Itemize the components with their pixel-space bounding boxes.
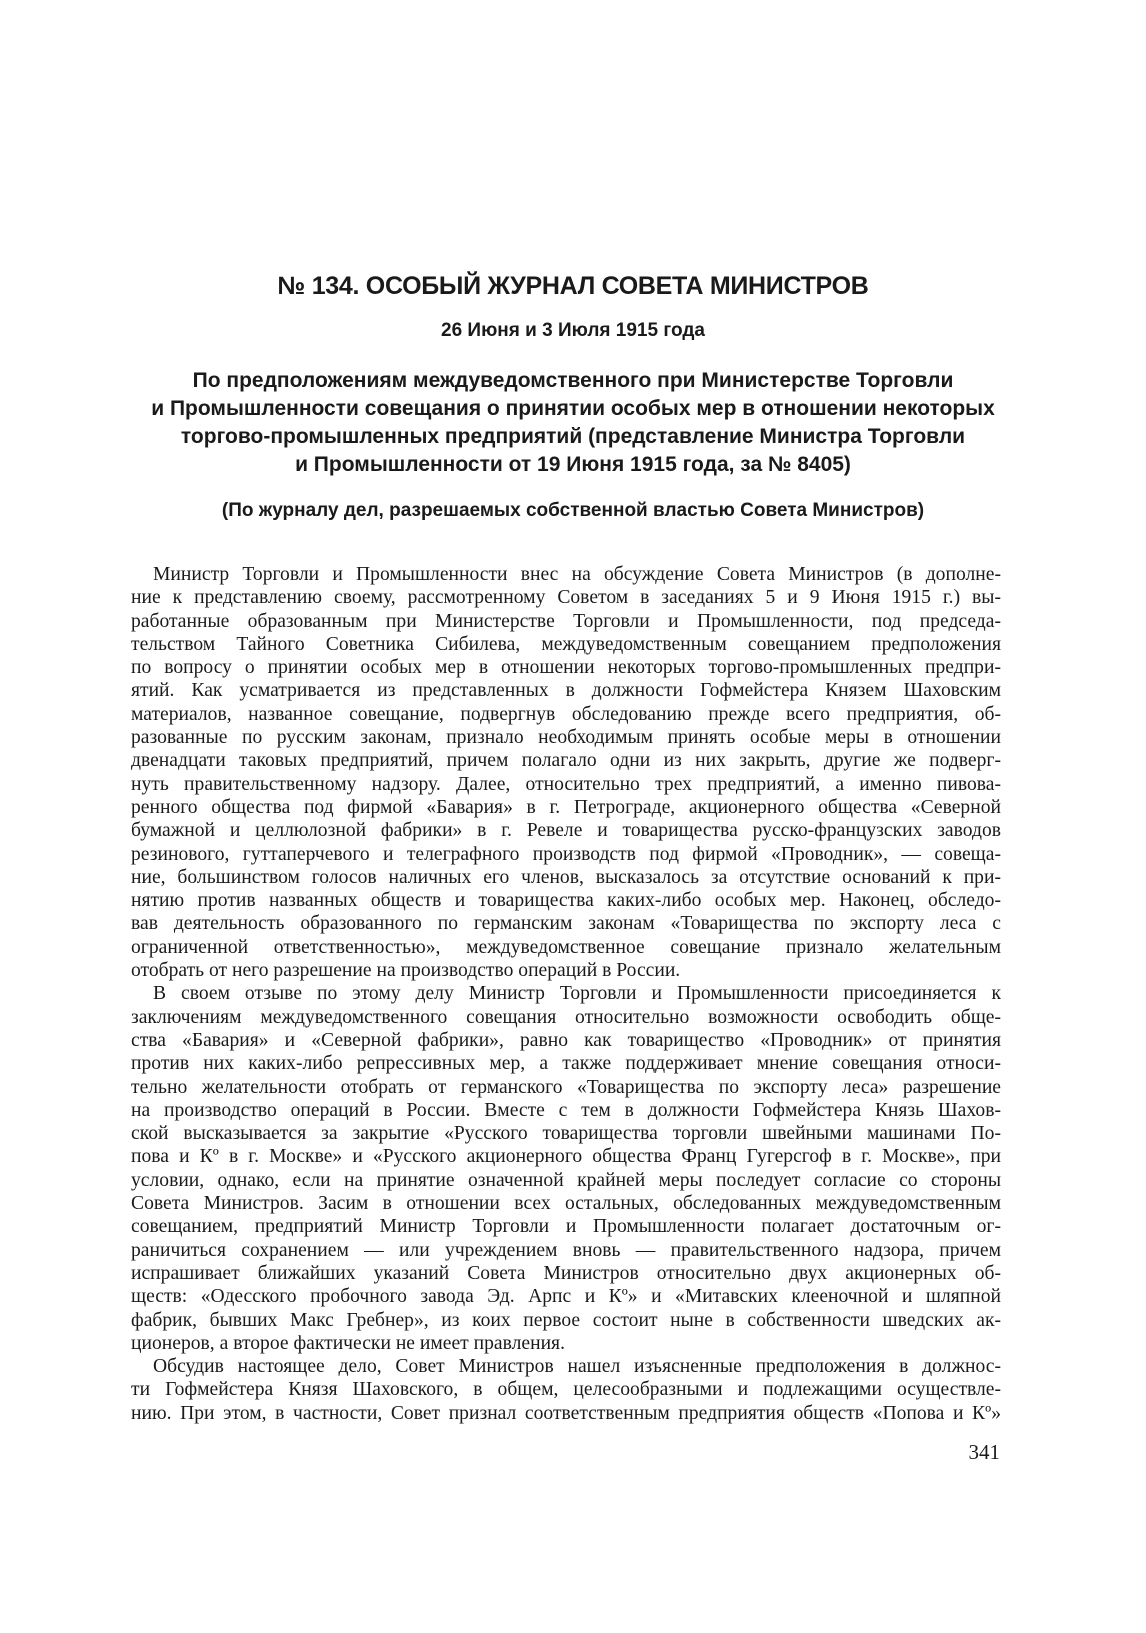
body-line: условии, однако, если на принятие означенной крайней меры последует согласие со стороны	[131, 1169, 1001, 1191]
document-date: 26 Июня и 3 Июля 1915 года	[441, 320, 705, 341]
body-line: нию. При этом, в частности, Совет признал соответственным предприятия обществ «Попова и Кº»	[131, 1402, 1001, 1424]
subject-line: и Промышленности от 19 Июня 1915 года, за № 8405)	[295, 453, 851, 476]
body-line: двенадцати таковых предприятий, причем полагало одни из них закрыть, другие же подверг-	[131, 750, 1001, 772]
body-line: пова и Кº в г. Москве» и «Русского акционерного общества Франц Гугерсгоф в г. Москве», при	[131, 1146, 1001, 1168]
document-subject	[120, 367, 1026, 479]
body-line: Министр Торговли и Промышленности внес на обсуждение Совета Министров (в дополне-	[153, 564, 1001, 585]
page-number: 341	[968, 1440, 1000, 1464]
body-line: фабрик, бывших Макс Гребнер», из коих первое состоит ныне в собственности шведских ак-	[131, 1309, 1001, 1331]
body-line: нуть правительственному надзору. Далее, относительно трех предприятий, а именно пивова-	[131, 773, 1001, 795]
body-line: на производство операций в России. Вместе с тем в должности Гофмейстера Князь Шахов-	[131, 1099, 1001, 1121]
body-line: испрашивает ближайших указаний Совета Министров относительно двух акционерных об-	[131, 1262, 1001, 1284]
body-line: ства «Бавария» и «Северной фабрики», равно как товарищество «Проводник» от принятия	[131, 1029, 1001, 1051]
document-body	[131, 563, 1001, 1425]
body-line: раничиться сохранением — или учреждением вновь — правительственного надзора, причем	[131, 1239, 1001, 1261]
body-line: резинового, гуттаперчевого и телеграфного производств под фирмой «Проводник», — совеща-	[131, 843, 1001, 865]
body-line: ренного общества под фирмой «Бавария» в г. Петрограде, акционерного общества «Северной	[131, 796, 1001, 818]
body-line: отобрать от него разрешение на производство операций в России.	[131, 960, 681, 982]
body-line: тельством Тайного Советника Сибилева, междуведомственным совещанием предположения	[131, 633, 1001, 655]
subject-line: и Промышленности совещания о принятии особых мер в отношении некоторых	[151, 397, 995, 420]
body-line: ятий. Как усматривается из представленных в должности Гофмейстера Князем Шаховским	[131, 680, 1001, 702]
body-line: тельно желательности отобрать от германского «Товарищества по экспорту леса» разрешение	[131, 1076, 1001, 1098]
body-line: В своем отзыве по этому делу Министр Торговли и Промышленности присоединяется к	[153, 983, 1001, 1005]
document-note: (По журналу дел, разрешаемых собственной властью Совета Министров)	[221, 500, 925, 521]
body-line: совещанием, предприятий Министр Торговли и Промышленности полагает достаточным ог-	[131, 1216, 1001, 1238]
body-line: ние к представлению своему, рассмотренному Советом в заседаниях 5 и 9 Июня 1915 г.) вы-	[131, 587, 1001, 609]
subject-line: По предположениям междуведомственного при Министерстве Торговли	[192, 369, 954, 392]
body-line: Обсудив настоящее дело, Совет Министров нашел изъясненные предположения в должнос-	[153, 1356, 1001, 1378]
body-line: ние, большинством голосов наличных его членов, высказалось за отсутствие оснований к при-	[131, 866, 1001, 888]
body-line: ограниченной ответственностью», междуведомственное совещание признало желательным	[131, 936, 1001, 958]
body-line: против них каких-либо репрессивных мер, а также поддерживает мнение совещания относи-	[131, 1053, 1001, 1075]
body-line: вав деятельность образованного по германским законам «Товарищества по экспорту леса с	[131, 913, 1001, 935]
body-line: разованные по русским законам, признало необходимым принять особые меры в отношении	[131, 727, 1001, 749]
body-line: ти Гофмейстера Князя Шаховского, в общем, целесообразными и подлежащими осуществле-	[131, 1379, 1001, 1401]
body-line: ской высказывается за закрытие «Русского товарищества торговли швейными машинами По-	[131, 1123, 1001, 1145]
body-line: Совета Министров. Засим в отношении всех остальных, обследованных междуведомственным	[131, 1193, 1001, 1215]
body-line: нятию против названных обществ и товарищества каких-либо особых мер. Наконец, обследо-	[131, 890, 1001, 912]
body-line: ционеров, а второе фактически не имеет правления.	[131, 1332, 565, 1354]
body-line: заключениям междуведомственного совещания относительно возможности освободить обще-	[131, 1006, 1001, 1028]
document-title: № 134. ОСОБЫЙ ЖУРНАЛ СОВЕТА МИНИСТРОВ	[277, 272, 869, 300]
body-line: по вопросу о принятии особых мер в отношении некоторых торгово-промышленных предпри-	[131, 657, 1001, 679]
body-line: бумажной и целлюлозной фабрики» в г. Ревеле и товарищества русско-французских заводов	[131, 820, 1001, 842]
body-line: ществ: «Одесского пробочного завода Эд. Арпс и Кº» и «Митавских клееночной и шляпной	[131, 1286, 1001, 1308]
body-line: материалов, названное совещание, подвергнув обследованию прежде всего предприятия, об-	[131, 703, 1001, 725]
subject-line: торгово-промышленных предприятий (представление Министра Торговли	[180, 425, 966, 448]
body-line: работанные образованным при Министерстве Торговли и Промышленности, под председа-	[131, 610, 1001, 632]
